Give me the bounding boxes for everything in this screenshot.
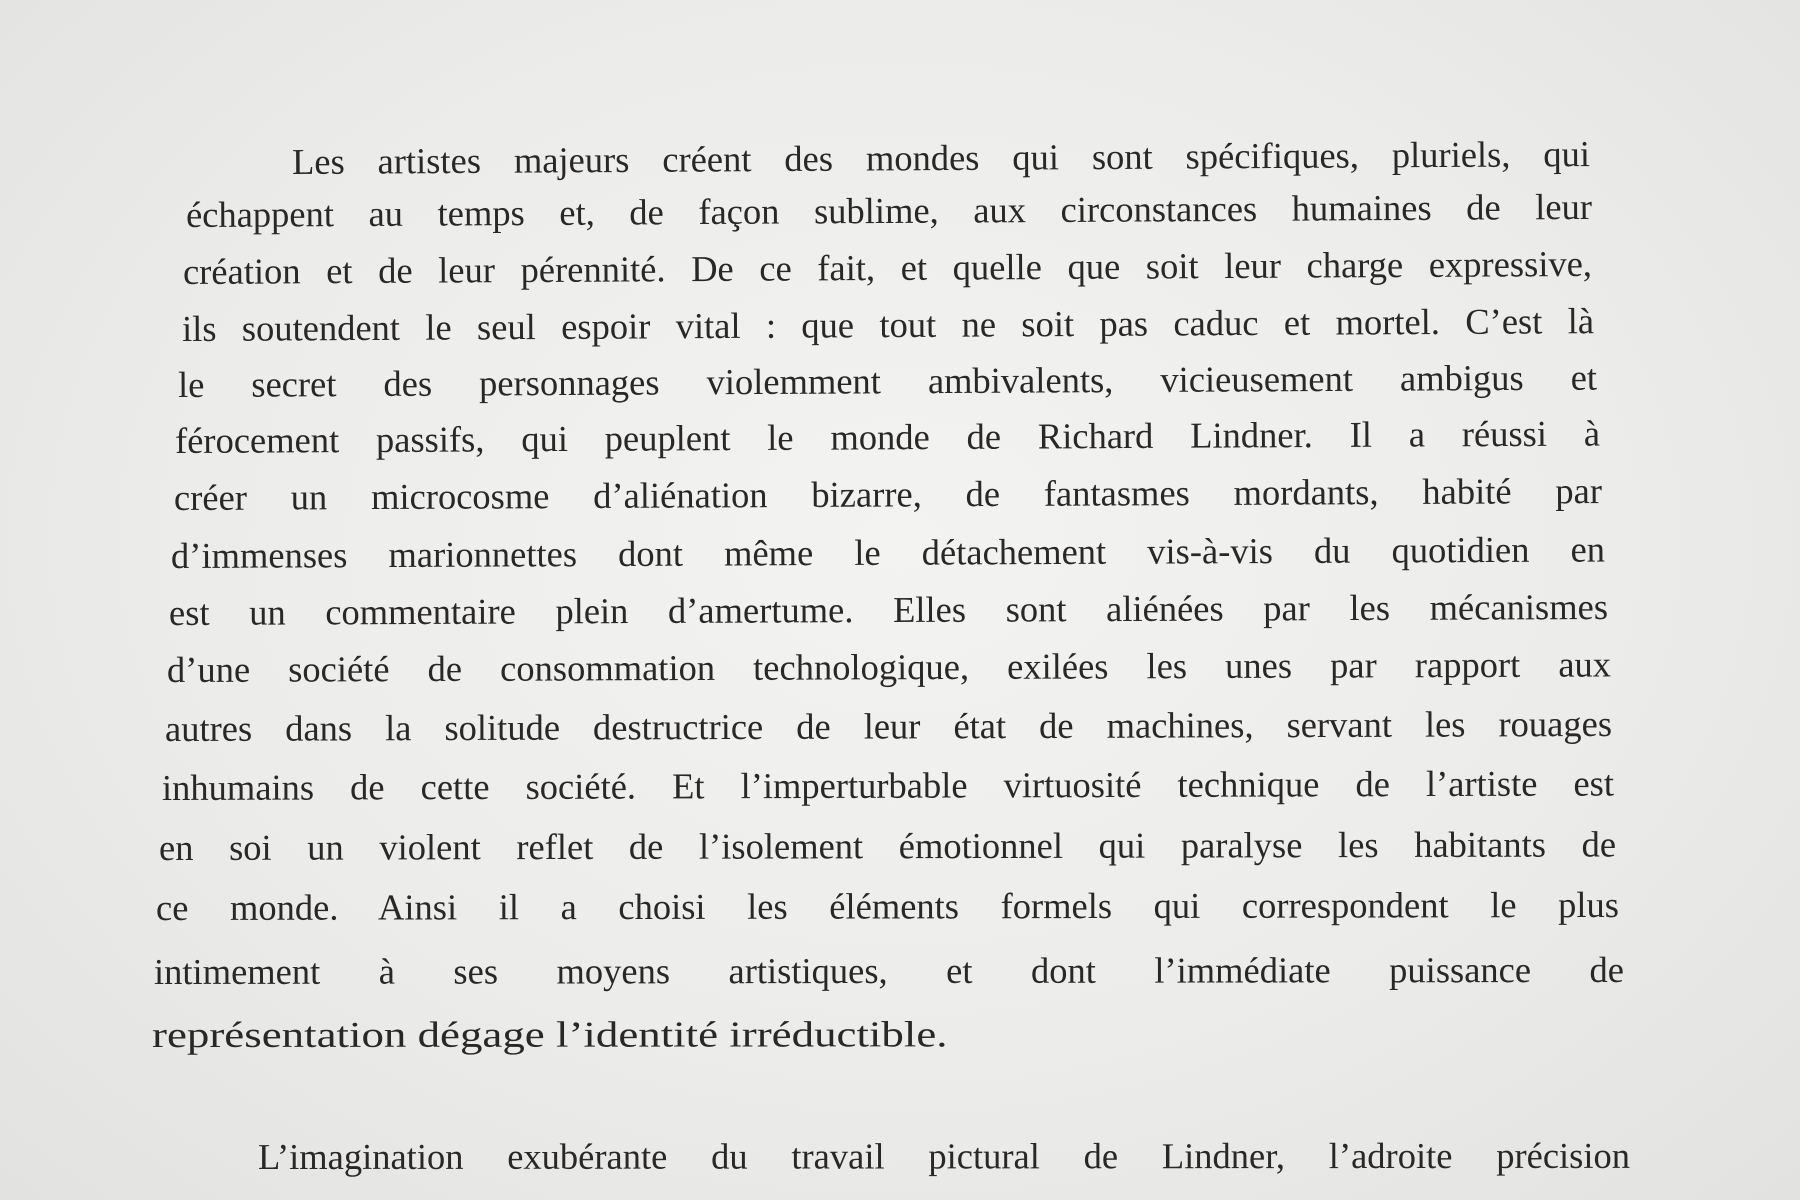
text-line-10: d’une société de consommation technologique, exilées les unes par rapport aux — [166, 643, 1612, 690]
text-line-2: échappent au temps et, de façon sublime, aux circonstances humaines de leur — [185, 185, 1593, 235]
text-line-13: en soi un violent reflet de l’isolement émotionnel qui paralyse les habitants de — [158, 823, 1617, 868]
text-line-4: ils soutendent le seul espoir vital : que tout ne soit pas caduc et mortel. C’est là — [181, 300, 1595, 349]
text-line-17: L’imagination exubérante du travail pictural de Lindner, l’adroite précision — [257, 1134, 1631, 1177]
text-line-14: ce monde. Ainsi il a choisi les éléments formels qui correspondent le plus — [155, 883, 1620, 928]
text-line-8: d’immenses marionnettes dont même le détachement vis-à-vis du quotidien en — [170, 528, 1606, 576]
text-line-16: représentation dégage l’identité irréductible. — [151, 1013, 948, 1055]
text-line-11: autres dans la solitude destructrice de leur état de machines, servant les rouages — [164, 702, 1613, 749]
text-line-15: intimement à ses moyens artistiques, et dont l’immédiate puissance de — [153, 948, 1625, 992]
text-line-7: créer un microcosme d’aliénation bizarre, de fantasmes mordants, habité par — [173, 470, 1603, 518]
text-line-5: le secret des personnages violemment ambivalents, vicieusement ambigus et — [177, 356, 1598, 405]
text-line-6: férocement passifs, qui peuplent le monde de Richard Lindner. Il a réussi à — [174, 412, 1601, 461]
text-line-12: inhumains de cette société. Et l’imperturbable virtuosité technique de l’artiste est — [161, 762, 1615, 808]
text-line-1: Les artistes majeurs créent des mondes qui sont spécifiques, pluriels, qui — [291, 133, 1591, 182]
text-line-3: création et de leur pérennité. De ce fait, et quelle que soit leur charge expressive, — [182, 242, 1593, 292]
text-line-9: est un commentaire plein d’amertume. Elles sont aliénées par les mécanismes — [168, 585, 1609, 633]
